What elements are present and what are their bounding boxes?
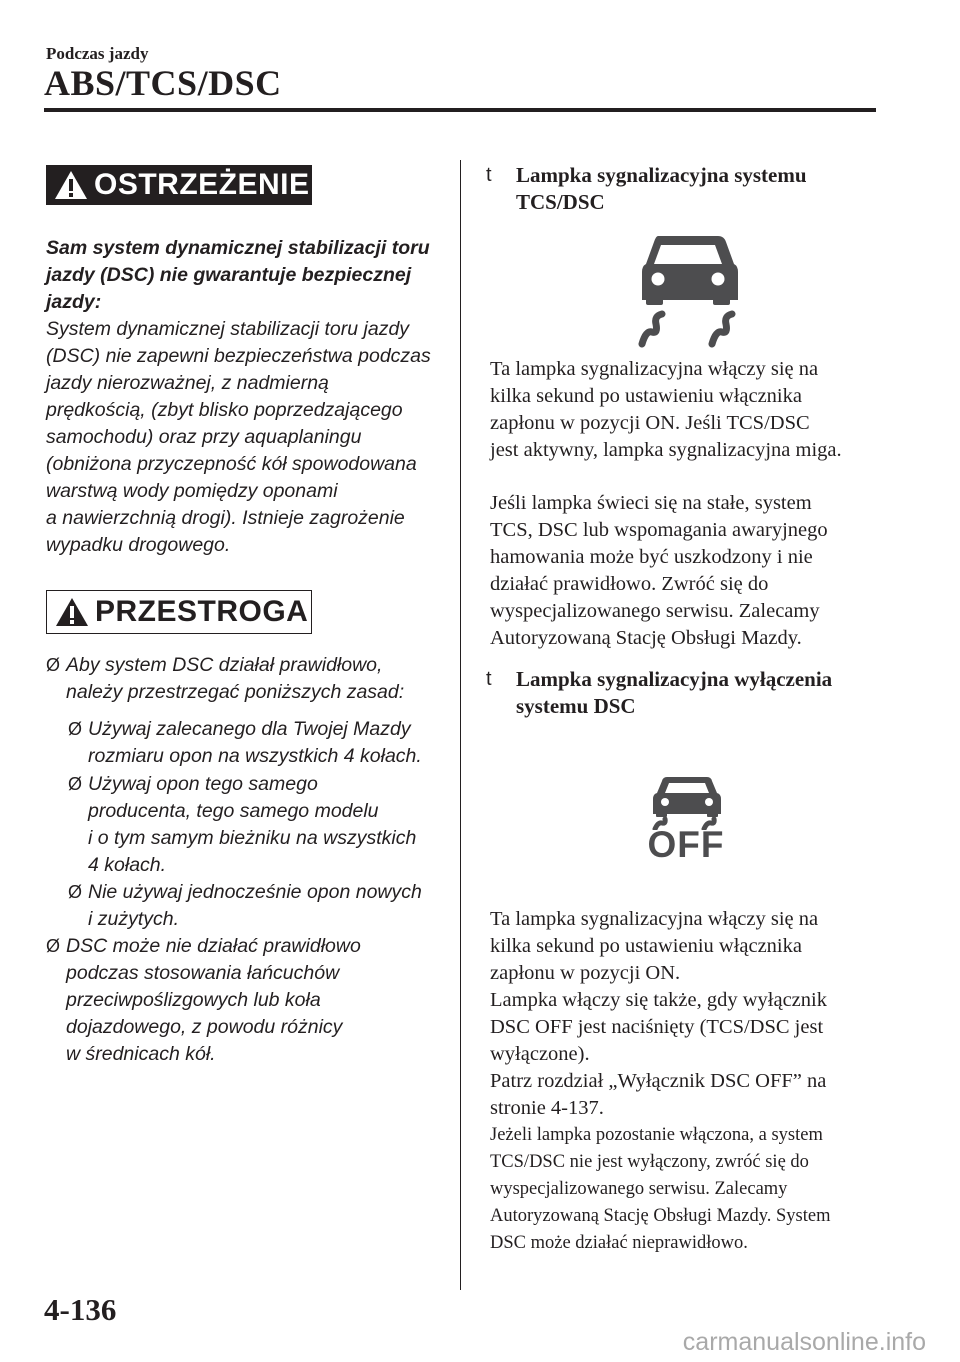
text-line: stronie 4-137.: [490, 1097, 604, 1119]
skidding-car-icon: [638, 234, 738, 348]
tcs-dsc-paragraph-2: [490, 490, 890, 652]
text-line: hamowania może być uszkodzony i nie: [490, 546, 813, 568]
dsc-off-heading: [486, 666, 896, 720]
bullet-arrow-icon: Ø: [46, 936, 61, 956]
text-line: a nawierzchnią drogi). Istnieje zagrożenie: [46, 507, 405, 529]
tcs-dsc-paragraph-1: [490, 356, 890, 464]
caution-subbullet-1: [68, 716, 468, 770]
heading-line: systemu DSC: [516, 694, 636, 718]
bullet-arrow-icon: Ø: [68, 719, 83, 739]
text-line: jazdy nierozważnej, z nadmierną: [46, 372, 329, 394]
caution-triangle-icon: [55, 597, 89, 627]
text-line: TCS, DSC lub wspomagania awaryjnego: [490, 519, 828, 541]
text-line: DSC OFF jest naciśnięty (TCS/DSC jest: [490, 1016, 824, 1038]
warning-body-text: [46, 316, 446, 559]
heading-line: Lampka sygnalizacyjna wyłączenia: [516, 667, 833, 691]
text-line: należy przestrzegać poniższych zasad:: [66, 681, 405, 703]
text-line: rozmiaru opon na wszystkich 4 kołach.: [88, 745, 422, 767]
text-line: Aby system DSC działał prawidłowo,: [66, 654, 383, 676]
page-title: ABS/TCS/DSC: [44, 63, 282, 103]
dsc-off-car-icon: [652, 776, 722, 830]
text-line: kilka sekund po ustawieniu włącznika: [490, 385, 802, 407]
caution-subbullet-3: [68, 879, 468, 933]
caution-label: PRZESTROGA: [95, 595, 309, 628]
heading-line: TCS/DSC: [516, 190, 605, 214]
text-line: Lampka włączy się także, gdy wyłącznik: [490, 989, 827, 1011]
text-line: Ta lampka sygnalizacyjna włączy się na: [490, 908, 819, 930]
bullet-arrow-icon: Ø: [68, 774, 83, 794]
dsc-off-icon-text: OFF: [647, 824, 725, 865]
header-divider: [44, 108, 876, 112]
warning-banner: [46, 165, 312, 205]
text-line: wyspecjalizowanego serwisu. Zalecamy: [490, 1179, 788, 1199]
text-line: podczas stosowania łańcuchów: [66, 962, 340, 984]
watermark-link[interactable]: carmanualsonline.info: [682, 1328, 926, 1356]
tcs-dsc-heading: [486, 162, 896, 216]
text-line: samochodu) oraz przy aquaplaningu: [46, 426, 362, 448]
text-line: wyłączone).: [490, 1043, 590, 1065]
text-line: zapłonu w pozycji ON.: [490, 962, 681, 984]
dsc-off-small-paragraph: [490, 1122, 890, 1257]
caution-bullet-2: [46, 933, 466, 1068]
caution-banner: [46, 590, 312, 634]
text-line: wypadku drogowego.: [46, 534, 231, 556]
text-line: i o tym samym bieżniku na wszystkich: [88, 827, 417, 849]
text-line: (DSC) nie zapewni bezpieczeństwa podczas: [46, 345, 431, 367]
text-line: wyspecjalizowanego serwisu. Zalecamy: [490, 600, 820, 622]
text-line: jazdy:: [46, 291, 102, 313]
text-line: zapłonu w pozycji ON. Jeśli TCS/DSC: [490, 412, 810, 434]
dsc-off-icon: [636, 776, 736, 866]
text-line: Nie używaj jednocześnie opon nowych: [88, 881, 422, 903]
text-line: Używaj opon tego samego: [88, 773, 318, 795]
warning-label: OSTRZEŻENIE: [94, 168, 310, 201]
dsc-off-paragraph: [490, 906, 890, 1122]
caution-bullet-1: [46, 652, 466, 706]
text-line: Ta lampka sygnalizacyjna włączy się na: [490, 358, 819, 380]
text-line: System dynamicznej stabilizacji toru jazdy: [46, 318, 410, 340]
text-line: prędkością, (zbyt blisko poprzedzającego: [46, 399, 403, 421]
caution-subbullet-2: [68, 771, 468, 879]
text-line: dojazdowego, z powodu różnicy: [66, 1016, 343, 1038]
text-line: Autoryzowaną Stację Obsługi Mazdy. System: [490, 1206, 831, 1226]
text-line: Jeśli lampka świeci się na stałe, system: [490, 492, 812, 514]
text-line: Używaj zalecanego dla Twojej Mazdy: [88, 718, 411, 740]
text-line: działać prawidłowo. Zwróć się do: [490, 573, 769, 595]
warning-triangle-icon: [54, 170, 88, 200]
text-line: TCS/DSC nie jest wyłączony, zwróć się do: [490, 1152, 809, 1172]
section-marker-icon: t: [486, 164, 492, 186]
text-line: Autoryzowaną Stację Obsługi Mazdy.: [490, 627, 802, 649]
text-line: i zużytych.: [88, 908, 180, 930]
text-line: w średnicach kół.: [66, 1043, 216, 1065]
bullet-arrow-icon: Ø: [68, 882, 83, 902]
text-line: (obniżona przyczepność kół spowodowana: [46, 453, 417, 475]
text-line: 4 kołach.: [88, 854, 167, 876]
heading-line: Lampka sygnalizacyjna systemu: [516, 163, 807, 187]
page-number: 4-136: [44, 1292, 117, 1327]
text-line: przeciwpoślizgowych lub koła: [66, 989, 321, 1011]
text-line: Sam system dynamicznej stabilizacji toru: [46, 237, 430, 259]
section-marker-icon: t: [486, 668, 492, 690]
text-line: DSC może działać nieprawidłowo.: [490, 1233, 748, 1253]
bullet-arrow-icon: Ø: [46, 655, 61, 675]
text-line: Patrz rozdział „Wyłącznik DSC OFF” na: [490, 1070, 827, 1092]
section-label: Podczas jazdy: [46, 44, 149, 63]
text-line: jest aktywny, lampka sygnalizacyjna miga.: [490, 439, 842, 461]
text-line: kilka sekund po ustawieniu włącznika: [490, 935, 802, 957]
text-line: warstwą wody pomiędzy oponami: [46, 480, 338, 502]
text-line: producenta, tego samego modelu: [88, 800, 379, 822]
warning-bold-text: [46, 235, 446, 316]
text-line: jazdy (DSC) nie gwarantuje bezpiecznej: [46, 264, 412, 286]
text-line: Jeżeli lampka pozostanie włączona, a system: [490, 1125, 823, 1145]
text-line: DSC może nie działać prawidłowo: [66, 935, 361, 957]
